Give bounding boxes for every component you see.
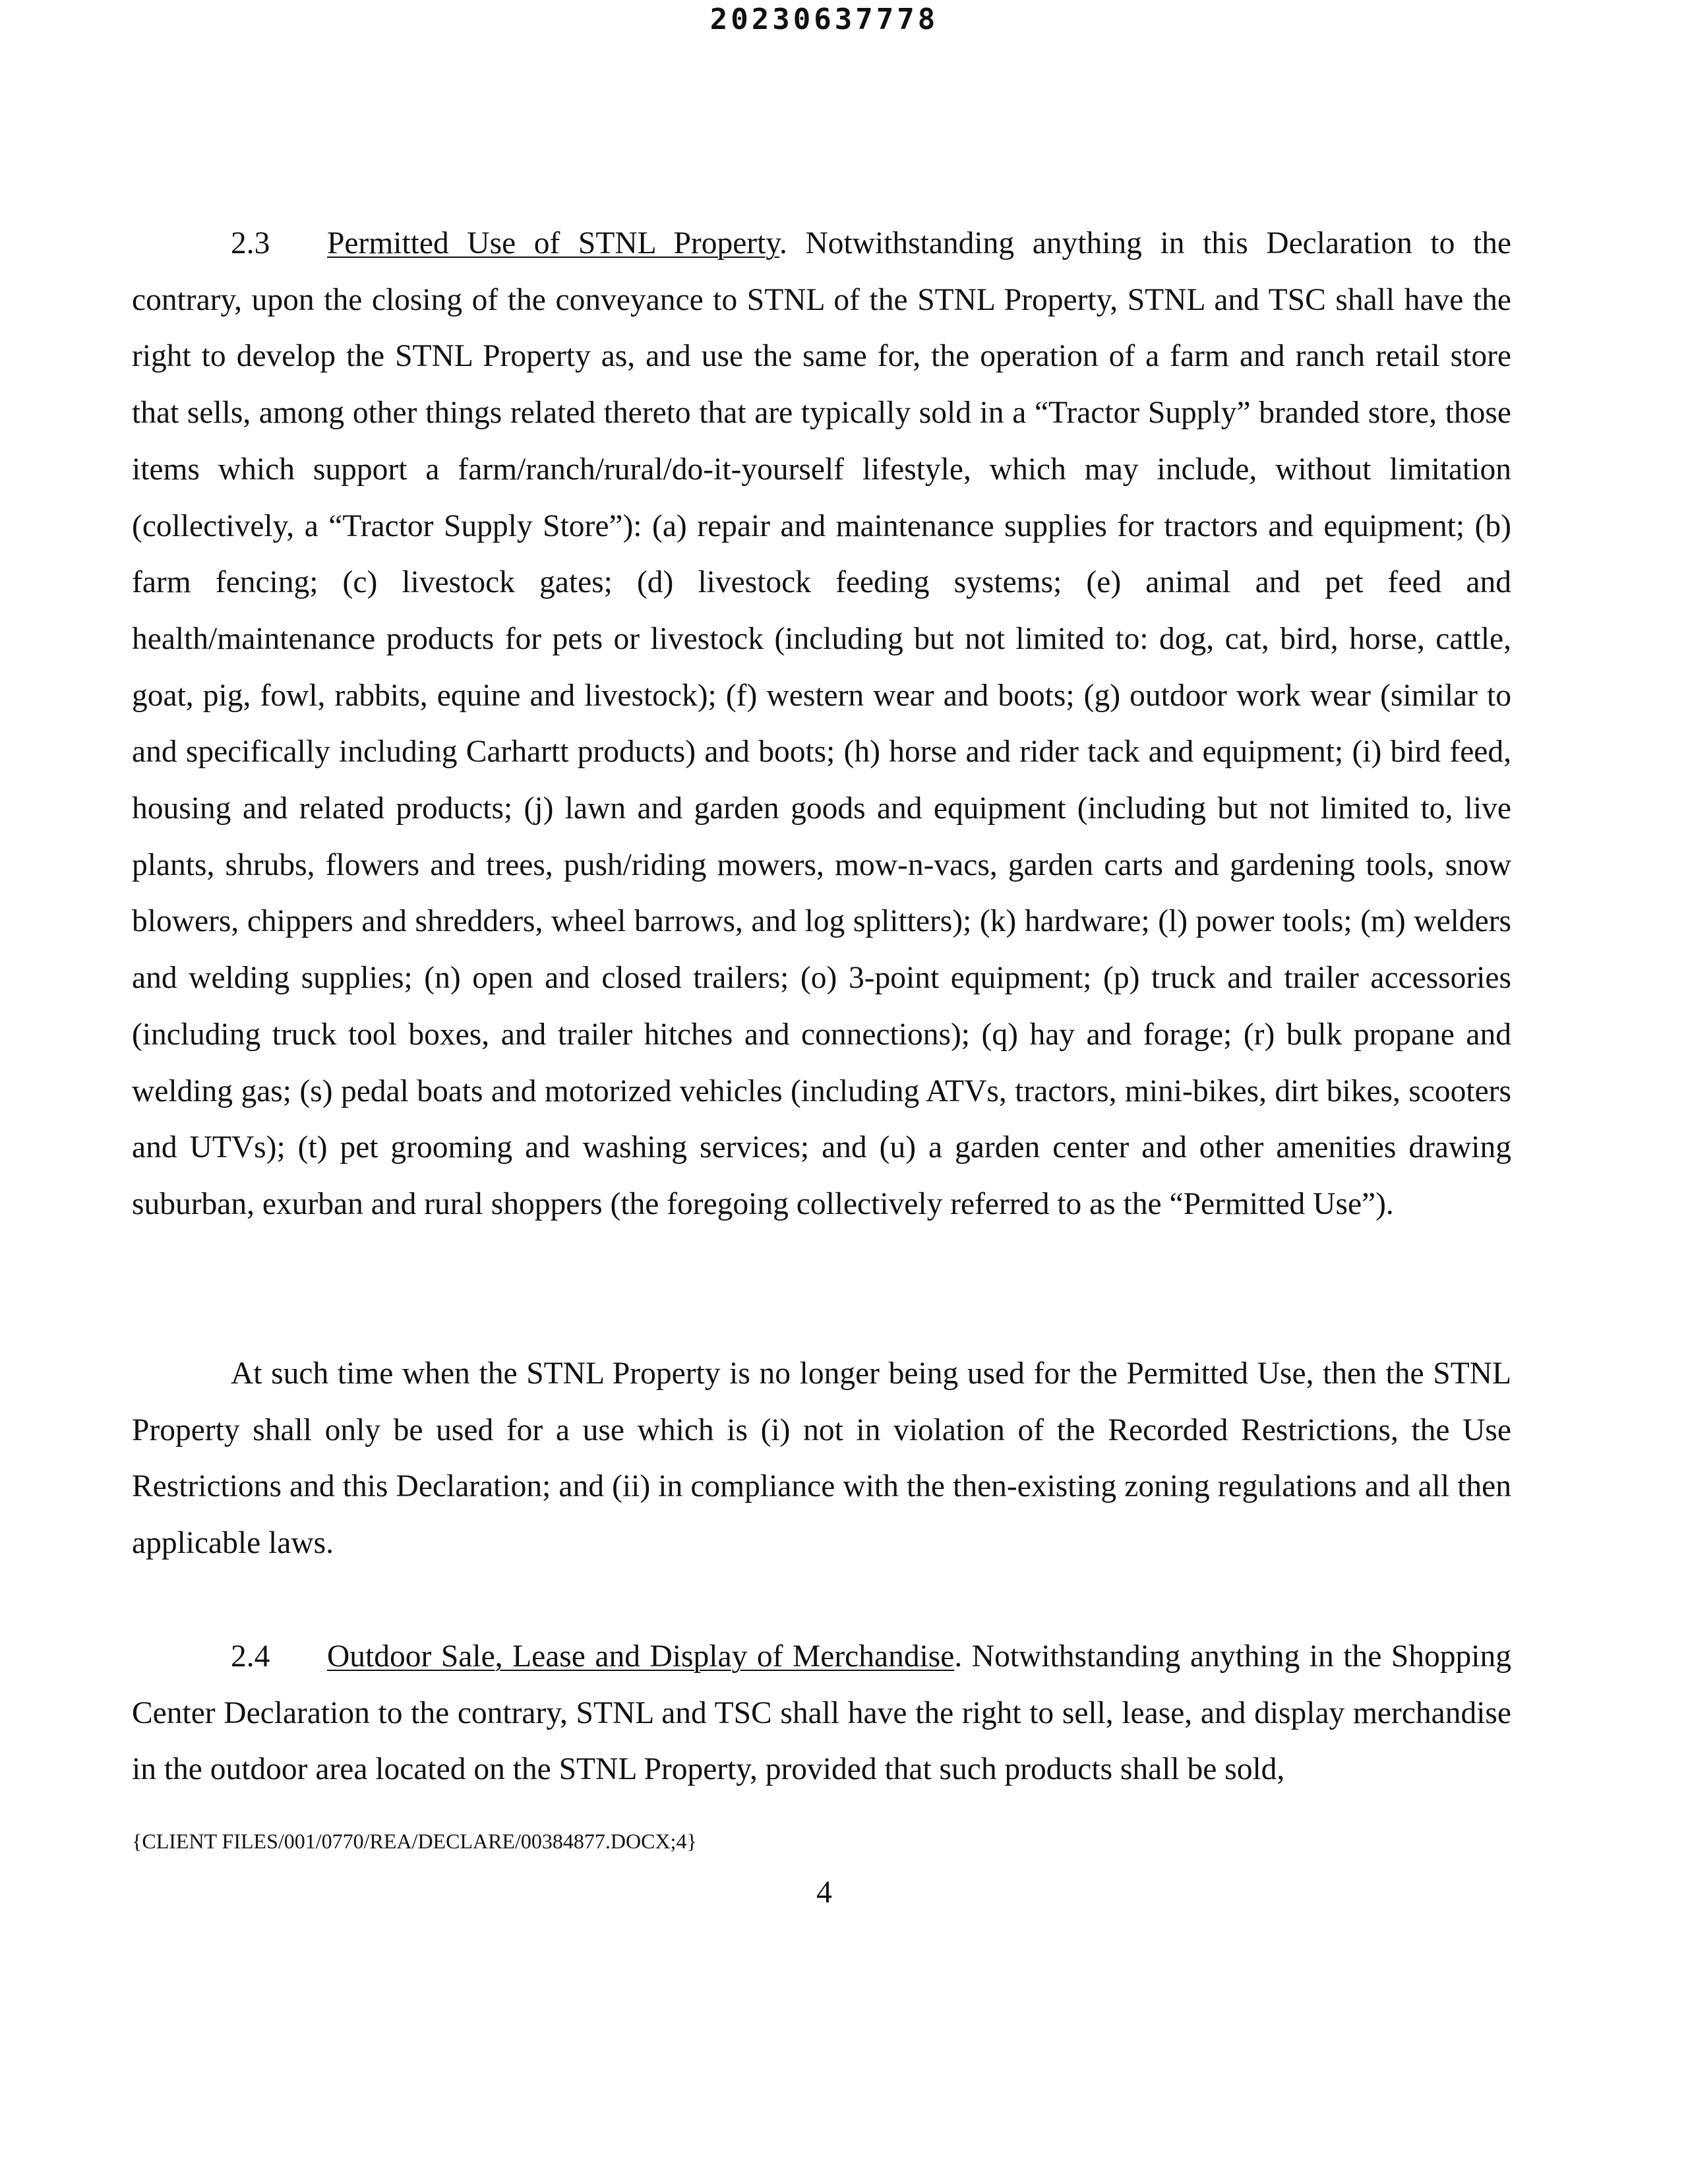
section-2-4-paragraph (132, 1629, 1511, 1798)
section-2-3-number: 2.3 (231, 226, 270, 260)
section-2-3-text: Notwithstanding anything in this Declaration to the contrary, upon the closing of the conveyance to STNL of the STNL Property, STNL and TSC shall have the right to develop the STNL Property as, and use the same for, the operation of a farm and ranch retail store that sells, among other things related thereto that are typically sold in a “Tractor Supply” branded store, those items which support a farm/ranch/rural/do-it-yourself lifestyle, which may include, without limitation (collectively, a “Tractor Supply Store”): (a) repair and maintenance supplies for tractors and equipment; (b) farm fencing; (c) livestock gates; (d) livestock feeding systems; (e) animal and pet feed and health/maintenance products for pets or livestock (including but not limited to: dog, cat, bird, horse, cattle, goat, pig, fowl, rabbits, equine and livestock); (f) western wear and boots; (g) outdoor work wear (similar to and specifically including Carhartt products) and boots; (h) horse and rider tack and equipment; (i) bird feed, housing and related products; (j) lawn and garden goods and equipment (including but not limited to, live plants, shrubs, flowers and trees, push/riding mowers, mow-n-vacs, garden carts and gardening tools, snow blowers, chippers and shredders, wheel barrows, and log splitters); (k) hardware; (l) power tools; (m) welders and welding supplies; (n) open and closed trailers; (o) 3-point equipment; (p) truck and trailer accessories (including truck tool boxes, and trailer hitches and connections); (q) hay and forage; (r) bulk propane and welding gas; (s) pedal boats and motorized vehicles (including ATVs, tractors, mini-bikes, dirt bikes, scooters and UTVs); (t) pet grooming and washing services; and (u) a garden center and other amenities drawing suburban, exurban and rural shoppers (the foregoing collectively referred to as the “Permitted Use”). (132, 226, 1511, 1221)
section-2-4-text: Notwithstanding anything in the Shopping Center Declaration to the contrary, STNL and TSC shall have the right to sell, lease, and display merchandise in the outdoor area located on the STNL Property, provided that such products shall be sold, (132, 1639, 1511, 1787)
section-2-3-paragraph (132, 216, 1511, 1233)
section-2-4-heading-end: . (954, 1639, 963, 1674)
section-2-4-heading: Outdoor Sale, Lease and Display of Merchandise (327, 1639, 955, 1674)
section-2-4-number: 2.4 (231, 1639, 270, 1674)
footer-file-path: {CLIENT FILES/001/0770/REA/DECLARE/00384877.DOCX;4} (132, 1829, 697, 1853)
permitted-use-cessation-paragraph (132, 1346, 1511, 1572)
section-2-3-heading: Permitted Use of STNL Property (327, 226, 779, 260)
permitted-use-cessation-text: At such time when the STNL Property is no longer being used for the Permitted Use, then the STNL Property shall only be used for a use which is (i) not in violation of the Recorded Restrictions, the Use Restrictions and this Declaration; and (ii) in compliance with the then-existing zoning regulations and all then applicable laws. (132, 1356, 1511, 1561)
page-number: 4 (816, 1875, 832, 1910)
section-2-3-heading-end: . (779, 226, 787, 260)
document-number: 20230637778 (709, 3, 939, 36)
